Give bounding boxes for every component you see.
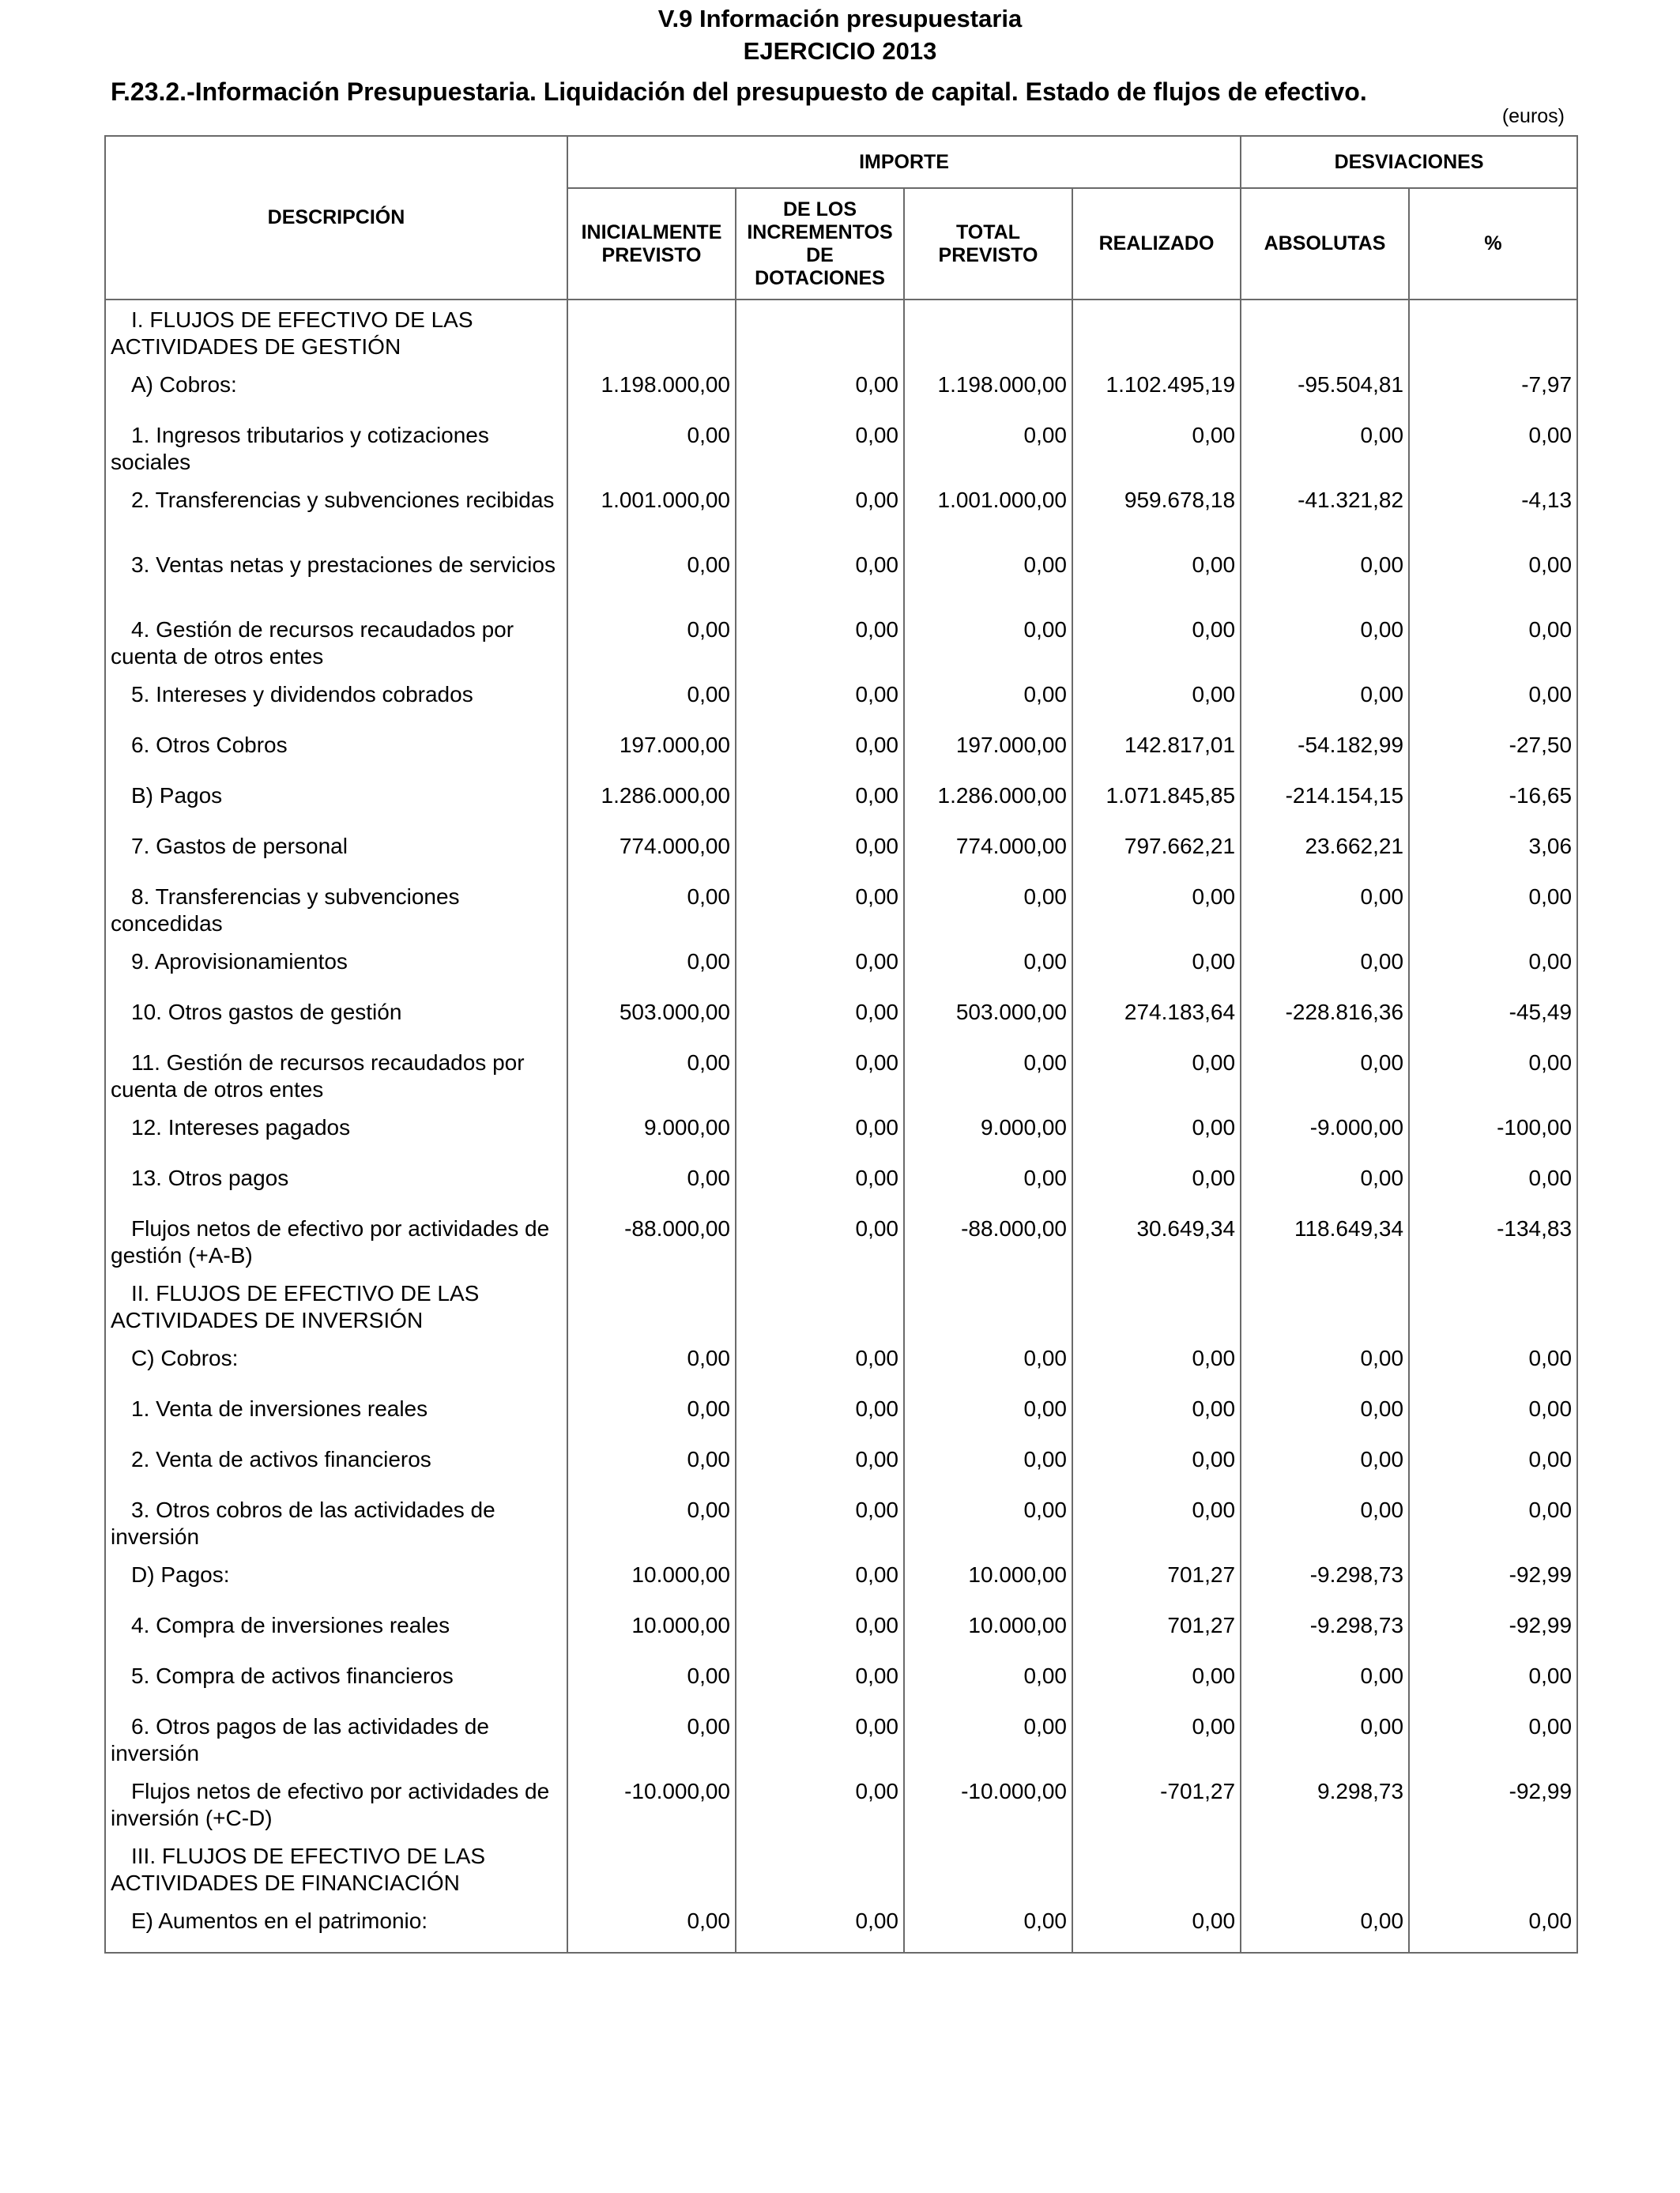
cell-absolutas: 0,00	[1241, 1043, 1409, 1108]
cell-total-previsto: 1.286.000,00	[904, 776, 1072, 827]
cell-total-previsto: 9.000,00	[904, 1108, 1072, 1159]
cell-absolutas: 0,00	[1241, 877, 1409, 942]
table-row	[105, 416, 1577, 480]
cell-absolutas	[1241, 300, 1409, 365]
row-description-text: 5. Compra de activos financieros	[131, 1664, 454, 1688]
cell-absolutas: 0,00	[1241, 1159, 1409, 1209]
cell-incrementos-dotaciones: 0,00	[736, 1555, 904, 1606]
cell-incrementos-dotaciones: 0,00	[736, 480, 904, 545]
cell-incrementos-dotaciones: 0,00	[736, 993, 904, 1043]
cell-absolutas: 0,00	[1241, 1707, 1409, 1772]
table-body	[105, 300, 1577, 1953]
cell-inicialmente-previsto: 0,00	[567, 877, 736, 942]
cell-porcentaje: 0,00	[1409, 1707, 1577, 1772]
cell-porcentaje: -92,99	[1409, 1772, 1577, 1837]
row-description-text: A) Cobros:	[131, 372, 237, 397]
row-description-text: B) Pagos	[131, 783, 223, 808]
header-group-importe: IMPORTE	[567, 136, 1241, 188]
cell-porcentaje: -92,99	[1409, 1606, 1577, 1656]
table-row	[105, 1606, 1577, 1656]
cell-incrementos-dotaciones: 0,00	[736, 675, 904, 725]
row-description-text: D) Pagos:	[131, 1562, 230, 1587]
table-row	[105, 725, 1577, 776]
cell-inicialmente-previsto: -10.000,00	[567, 1772, 736, 1837]
row-description-text: Flujos netos de efectivo por actividades de gestión (+A-B)	[111, 1216, 550, 1268]
table-row	[105, 993, 1577, 1043]
cell-realizado	[1072, 1274, 1241, 1339]
cell-realizado: 0,00	[1072, 1389, 1241, 1440]
table-row	[105, 675, 1577, 725]
row-description	[105, 675, 567, 725]
table-row	[105, 942, 1577, 993]
cash-flow-table	[104, 135, 1578, 1954]
table-row	[105, 776, 1577, 827]
cell-total-previsto: 0,00	[904, 416, 1072, 480]
cell-total-previsto: -88.000,00	[904, 1209, 1072, 1274]
header-porcentaje: %	[1409, 188, 1577, 300]
row-description-text: 1. Ingresos tributarios y cotizaciones sociales	[111, 423, 489, 474]
cell-total-previsto: 0,00	[904, 1656, 1072, 1707]
cell-inicialmente-previsto: 0,00	[567, 545, 736, 610]
cell-incrementos-dotaciones: 0,00	[736, 827, 904, 877]
cell-incrementos-dotaciones: 0,00	[736, 877, 904, 942]
row-description-text: 2. Transferencias y subvenciones recibidas	[131, 488, 555, 512]
cell-inicialmente-previsto	[567, 1837, 736, 1901]
cell-realizado: 0,00	[1072, 675, 1241, 725]
row-description	[105, 365, 567, 416]
row-description	[105, 1389, 567, 1440]
cell-porcentaje	[1409, 1274, 1577, 1339]
row-description	[105, 993, 567, 1043]
row-description	[105, 827, 567, 877]
cell-porcentaje: 0,00	[1409, 1339, 1577, 1389]
cell-incrementos-dotaciones: 0,00	[736, 1209, 904, 1274]
table-row	[105, 365, 1577, 416]
table-row	[105, 1108, 1577, 1159]
cell-total-previsto	[904, 300, 1072, 365]
row-description-text: 13. Otros pagos	[131, 1166, 289, 1190]
cell-incrementos-dotaciones: 0,00	[736, 1901, 904, 1953]
row-description-text: 9. Aprovisionamientos	[131, 949, 348, 974]
cell-incrementos-dotaciones: 0,00	[736, 1440, 904, 1490]
cell-realizado: 0,00	[1072, 1339, 1241, 1389]
cell-realizado: 0,00	[1072, 610, 1241, 675]
cell-realizado: 142.817,01	[1072, 725, 1241, 776]
cell-incrementos-dotaciones: 0,00	[736, 725, 904, 776]
cell-absolutas: 0,00	[1241, 675, 1409, 725]
row-description	[105, 1707, 567, 1772]
cell-total-previsto: 0,00	[904, 1490, 1072, 1555]
cell-porcentaje: -16,65	[1409, 776, 1577, 827]
row-description	[105, 1555, 567, 1606]
table-row	[105, 1159, 1577, 1209]
cell-inicialmente-previsto: 0,00	[567, 416, 736, 480]
cell-incrementos-dotaciones: 0,00	[736, 416, 904, 480]
cell-total-previsto: 0,00	[904, 1901, 1072, 1953]
row-description	[105, 1274, 567, 1339]
cell-inicialmente-previsto: 0,00	[567, 1707, 736, 1772]
cell-realizado: 274.183,64	[1072, 993, 1241, 1043]
table-row	[105, 1339, 1577, 1389]
cell-absolutas: 0,00	[1241, 1440, 1409, 1490]
cell-incrementos-dotaciones: 0,00	[736, 610, 904, 675]
cell-inicialmente-previsto: 503.000,00	[567, 993, 736, 1043]
cell-incrementos-dotaciones	[736, 1837, 904, 1901]
cell-absolutas: -9.000,00	[1241, 1108, 1409, 1159]
row-description	[105, 1043, 567, 1108]
cell-porcentaje: 0,00	[1409, 1490, 1577, 1555]
table-row	[105, 1274, 1577, 1339]
cell-total-previsto: 10.000,00	[904, 1606, 1072, 1656]
cell-inicialmente-previsto: 0,00	[567, 1339, 736, 1389]
row-description	[105, 416, 567, 480]
row-description	[105, 1837, 567, 1901]
cell-inicialmente-previsto	[567, 300, 736, 365]
row-description	[105, 1159, 567, 1209]
cell-inicialmente-previsto: 0,00	[567, 1656, 736, 1707]
cell-realizado	[1072, 300, 1241, 365]
cell-porcentaje: -92,99	[1409, 1555, 1577, 1606]
cell-absolutas: 23.662,21	[1241, 827, 1409, 877]
cell-absolutas	[1241, 1274, 1409, 1339]
cell-absolutas: 0,00	[1241, 1339, 1409, 1389]
cell-absolutas: 0,00	[1241, 1901, 1409, 1953]
header-absolutas: ABSOLUTAS	[1241, 188, 1409, 300]
cell-inicialmente-previsto: 0,00	[567, 1901, 736, 1953]
row-description-text: 6. Otros Cobros	[131, 733, 288, 757]
row-description	[105, 1108, 567, 1159]
table-row	[105, 1490, 1577, 1555]
section-title: V.9 Información presupuestaria	[657, 5, 1023, 32]
cell-total-previsto: -10.000,00	[904, 1772, 1072, 1837]
cell-total-previsto: 0,00	[904, 1707, 1072, 1772]
cell-absolutas: -228.816,36	[1241, 993, 1409, 1043]
cell-absolutas: 0,00	[1241, 610, 1409, 675]
cell-total-previsto: 503.000,00	[904, 993, 1072, 1043]
row-description-text: 4. Gestión de recursos recaudados por cuenta de otros entes	[111, 617, 514, 669]
cell-porcentaje: 0,00	[1409, 1043, 1577, 1108]
cell-inicialmente-previsto: 9.000,00	[567, 1108, 736, 1159]
header-incrementos-dotaciones: DE LOS INCREMENTOS DE DOTACIONES	[736, 188, 904, 300]
cell-total-previsto: 10.000,00	[904, 1555, 1072, 1606]
cell-total-previsto: 0,00	[904, 877, 1072, 942]
cell-absolutas: 0,00	[1241, 545, 1409, 610]
header-realizado: REALIZADO	[1072, 188, 1241, 300]
cell-realizado: 0,00	[1072, 1159, 1241, 1209]
cell-absolutas: 0,00	[1241, 1656, 1409, 1707]
cell-total-previsto: 1.198.000,00	[904, 365, 1072, 416]
cell-total-previsto	[904, 1274, 1072, 1339]
cell-inicialmente-previsto: 10.000,00	[567, 1606, 736, 1656]
header-inicialmente-previsto: INICIALMENTE PREVISTO	[567, 188, 736, 300]
cell-realizado: 0,00	[1072, 942, 1241, 993]
cell-porcentaje: 0,00	[1409, 545, 1577, 610]
cell-porcentaje: -7,97	[1409, 365, 1577, 416]
cell-absolutas: 9.298,73	[1241, 1772, 1409, 1837]
row-description-text: I. FLUJOS DE EFECTIVO DE LAS ACTIVIDADES DE GESTIÓN	[111, 307, 473, 359]
cell-incrementos-dotaciones	[736, 300, 904, 365]
cell-incrementos-dotaciones: 0,00	[736, 942, 904, 993]
cell-porcentaje: 0,00	[1409, 416, 1577, 480]
cell-absolutas: 0,00	[1241, 416, 1409, 480]
cell-realizado: 0,00	[1072, 877, 1241, 942]
cell-inicialmente-previsto: 10.000,00	[567, 1555, 736, 1606]
row-description-text: 10. Otros gastos de gestión	[131, 1000, 402, 1024]
cell-realizado: 797.662,21	[1072, 827, 1241, 877]
row-description	[105, 725, 567, 776]
cell-total-previsto: 0,00	[904, 1389, 1072, 1440]
header-total-previsto: TOTAL PREVISTO	[904, 188, 1072, 300]
cell-total-previsto	[904, 1837, 1072, 1901]
cell-porcentaje: -100,00	[1409, 1108, 1577, 1159]
row-description-text: 8. Transferencias y subvenciones concedidas	[111, 884, 460, 936]
cell-absolutas: 0,00	[1241, 1490, 1409, 1555]
cell-porcentaje: 3,06	[1409, 827, 1577, 877]
table-row	[105, 1772, 1577, 1837]
cell-realizado: 959.678,18	[1072, 480, 1241, 545]
cell-realizado: 0,00	[1072, 1440, 1241, 1490]
table-row	[105, 480, 1577, 545]
row-description	[105, 1901, 567, 1953]
table-row	[105, 1209, 1577, 1274]
row-description-text: 6. Otros pagos de las actividades de inversión	[111, 1714, 489, 1765]
cell-incrementos-dotaciones: 0,00	[736, 1043, 904, 1108]
cell-realizado: 0,00	[1072, 1901, 1241, 1953]
row-description	[105, 1339, 567, 1389]
row-description-text: III. FLUJOS DE EFECTIVO DE LAS ACTIVIDADES DE FINANCIACIÓN	[111, 1844, 486, 1895]
cell-realizado: 0,00	[1072, 1108, 1241, 1159]
cell-incrementos-dotaciones: 0,00	[736, 1389, 904, 1440]
cell-inicialmente-previsto: -88.000,00	[567, 1209, 736, 1274]
cell-absolutas: -54.182,99	[1241, 725, 1409, 776]
cell-realizado: 0,00	[1072, 416, 1241, 480]
row-description-text: 7. Gastos de personal	[131, 834, 348, 858]
table-row	[105, 1707, 1577, 1772]
header-descripcion: DESCRIPCIÓN	[105, 136, 567, 300]
cell-incrementos-dotaciones: 0,00	[736, 1656, 904, 1707]
cell-porcentaje: 0,00	[1409, 877, 1577, 942]
currency-unit: (euros)	[1501, 105, 1565, 127]
cell-absolutas: -95.504,81	[1241, 365, 1409, 416]
cell-porcentaje: 0,00	[1409, 1159, 1577, 1209]
cell-incrementos-dotaciones: 0,00	[736, 1772, 904, 1837]
cell-absolutas: -41.321,82	[1241, 480, 1409, 545]
row-description	[105, 877, 567, 942]
table-row	[105, 610, 1577, 675]
cell-absolutas: -9.298,73	[1241, 1606, 1409, 1656]
cell-incrementos-dotaciones: 0,00	[736, 545, 904, 610]
cell-porcentaje: 0,00	[1409, 1656, 1577, 1707]
cell-inicialmente-previsto: 1.286.000,00	[567, 776, 736, 827]
cell-realizado: 1.102.495,19	[1072, 365, 1241, 416]
cell-inicialmente-previsto: 0,00	[567, 1389, 736, 1440]
row-description	[105, 1209, 567, 1274]
row-description-text: 2. Venta de activos financieros	[131, 1447, 431, 1471]
table-row	[105, 1901, 1577, 1953]
cell-realizado	[1072, 1837, 1241, 1901]
cell-realizado: 0,00	[1072, 1707, 1241, 1772]
cell-realizado: 0,00	[1072, 545, 1241, 610]
table-row	[105, 877, 1577, 942]
row-description-text: E) Aumentos en el patrimonio:	[131, 1909, 428, 1933]
row-description-text: 5. Intereses y dividendos cobrados	[131, 682, 473, 707]
cell-total-previsto: 0,00	[904, 1159, 1072, 1209]
cell-realizado: 701,27	[1072, 1555, 1241, 1606]
cell-incrementos-dotaciones: 0,00	[736, 1339, 904, 1389]
cell-porcentaje: -4,13	[1409, 480, 1577, 545]
row-description-text: Flujos netos de efectivo por actividades de inversión (+C-D)	[111, 1779, 550, 1830]
cell-inicialmente-previsto: 197.000,00	[567, 725, 736, 776]
row-description-text: C) Cobros:	[131, 1346, 239, 1370]
report-subtitle: F.23.2.-Información Presupuestaria. Liquidación del presupuesto de capital. Estado de flujos de efectivo.	[111, 77, 1367, 106]
cell-inicialmente-previsto: 0,00	[567, 1490, 736, 1555]
cell-absolutas: -9.298,73	[1241, 1555, 1409, 1606]
cell-porcentaje: -134,83	[1409, 1209, 1577, 1274]
row-description	[105, 942, 567, 993]
cell-total-previsto: 0,00	[904, 1440, 1072, 1490]
row-description-text: 3. Ventas netas y prestaciones de servicios	[131, 552, 556, 577]
cell-inicialmente-previsto: 0,00	[567, 675, 736, 725]
header-group-desviaciones: DESVIACIONES	[1241, 136, 1577, 188]
row-description	[105, 1440, 567, 1490]
cell-absolutas: 0,00	[1241, 1389, 1409, 1440]
cell-incrementos-dotaciones	[736, 1274, 904, 1339]
cell-absolutas: 0,00	[1241, 942, 1409, 993]
cell-porcentaje: 0,00	[1409, 1440, 1577, 1490]
cell-inicialmente-previsto: 0,00	[567, 1440, 736, 1490]
cell-total-previsto: 0,00	[904, 1043, 1072, 1108]
table-row	[105, 300, 1577, 365]
cell-porcentaje: 0,00	[1409, 1389, 1577, 1440]
cell-inicialmente-previsto: 0,00	[567, 942, 736, 993]
cell-realizado: 701,27	[1072, 1606, 1241, 1656]
table-row	[105, 1440, 1577, 1490]
row-description	[105, 1772, 567, 1837]
cell-porcentaje: 0,00	[1409, 675, 1577, 725]
cell-total-previsto: 0,00	[904, 942, 1072, 993]
cell-realizado: 30.649,34	[1072, 1209, 1241, 1274]
cell-total-previsto: 197.000,00	[904, 725, 1072, 776]
cell-realizado: 0,00	[1072, 1490, 1241, 1555]
cell-absolutas	[1241, 1837, 1409, 1901]
table-row	[105, 1555, 1577, 1606]
row-description-text: 3. Otros cobros de las actividades de inversión	[111, 1498, 495, 1549]
table-row	[105, 1837, 1577, 1901]
cell-total-previsto: 1.001.000,00	[904, 480, 1072, 545]
cell-inicialmente-previsto: 0,00	[567, 610, 736, 675]
cell-inicialmente-previsto: 1.198.000,00	[567, 365, 736, 416]
table-row	[105, 1043, 1577, 1108]
cell-total-previsto: 0,00	[904, 1339, 1072, 1389]
table-row	[105, 1656, 1577, 1707]
cell-inicialmente-previsto	[567, 1274, 736, 1339]
cell-total-previsto: 0,00	[904, 545, 1072, 610]
row-description	[105, 1606, 567, 1656]
row-description-text: 12. Intereses pagados	[131, 1115, 351, 1140]
cell-porcentaje: -45,49	[1409, 993, 1577, 1043]
row-description-text: 1. Venta de inversiones reales	[131, 1396, 428, 1421]
row-description	[105, 480, 567, 545]
cell-porcentaje: -27,50	[1409, 725, 1577, 776]
row-description	[105, 300, 567, 365]
table-row	[105, 1389, 1577, 1440]
cell-porcentaje: 0,00	[1409, 610, 1577, 675]
cell-inicialmente-previsto: 0,00	[567, 1159, 736, 1209]
row-description	[105, 1656, 567, 1707]
cell-porcentaje	[1409, 300, 1577, 365]
cell-incrementos-dotaciones: 0,00	[736, 1606, 904, 1656]
cell-incrementos-dotaciones: 0,00	[736, 1490, 904, 1555]
cell-incrementos-dotaciones: 0,00	[736, 776, 904, 827]
row-description	[105, 776, 567, 827]
cell-inicialmente-previsto: 774.000,00	[567, 827, 736, 877]
cell-absolutas: 118.649,34	[1241, 1209, 1409, 1274]
cell-incrementos-dotaciones: 0,00	[736, 365, 904, 416]
cell-inicialmente-previsto: 1.001.000,00	[567, 480, 736, 545]
cell-realizado: 0,00	[1072, 1043, 1241, 1108]
table-row	[105, 827, 1577, 877]
cell-porcentaje	[1409, 1837, 1577, 1901]
cell-inicialmente-previsto: 0,00	[567, 1043, 736, 1108]
cell-incrementos-dotaciones: 0,00	[736, 1108, 904, 1159]
cell-total-previsto: 0,00	[904, 610, 1072, 675]
row-description-text: II. FLUJOS DE EFECTIVO DE LAS ACTIVIDADES DE INVERSIÓN	[111, 1281, 480, 1332]
row-description	[105, 610, 567, 675]
cell-incrementos-dotaciones: 0,00	[736, 1707, 904, 1772]
cell-absolutas: -214.154,15	[1241, 776, 1409, 827]
cell-incrementos-dotaciones: 0,00	[736, 1159, 904, 1209]
row-description	[105, 1490, 567, 1555]
cell-realizado: 1.071.845,85	[1072, 776, 1241, 827]
row-description-text: 4. Compra de inversiones reales	[131, 1613, 450, 1637]
cell-total-previsto: 774.000,00	[904, 827, 1072, 877]
row-description	[105, 545, 567, 610]
cell-total-previsto: 0,00	[904, 675, 1072, 725]
fiscal-year: EJERCICIO 2013	[743, 37, 937, 65]
cell-realizado: 0,00	[1072, 1656, 1241, 1707]
cell-porcentaje: 0,00	[1409, 942, 1577, 993]
cell-realizado: -701,27	[1072, 1772, 1241, 1837]
table-row	[105, 545, 1577, 610]
cell-porcentaje: 0,00	[1409, 1901, 1577, 1953]
row-description-text: 11. Gestión de recursos recaudados por cuenta de otros entes	[111, 1050, 525, 1102]
